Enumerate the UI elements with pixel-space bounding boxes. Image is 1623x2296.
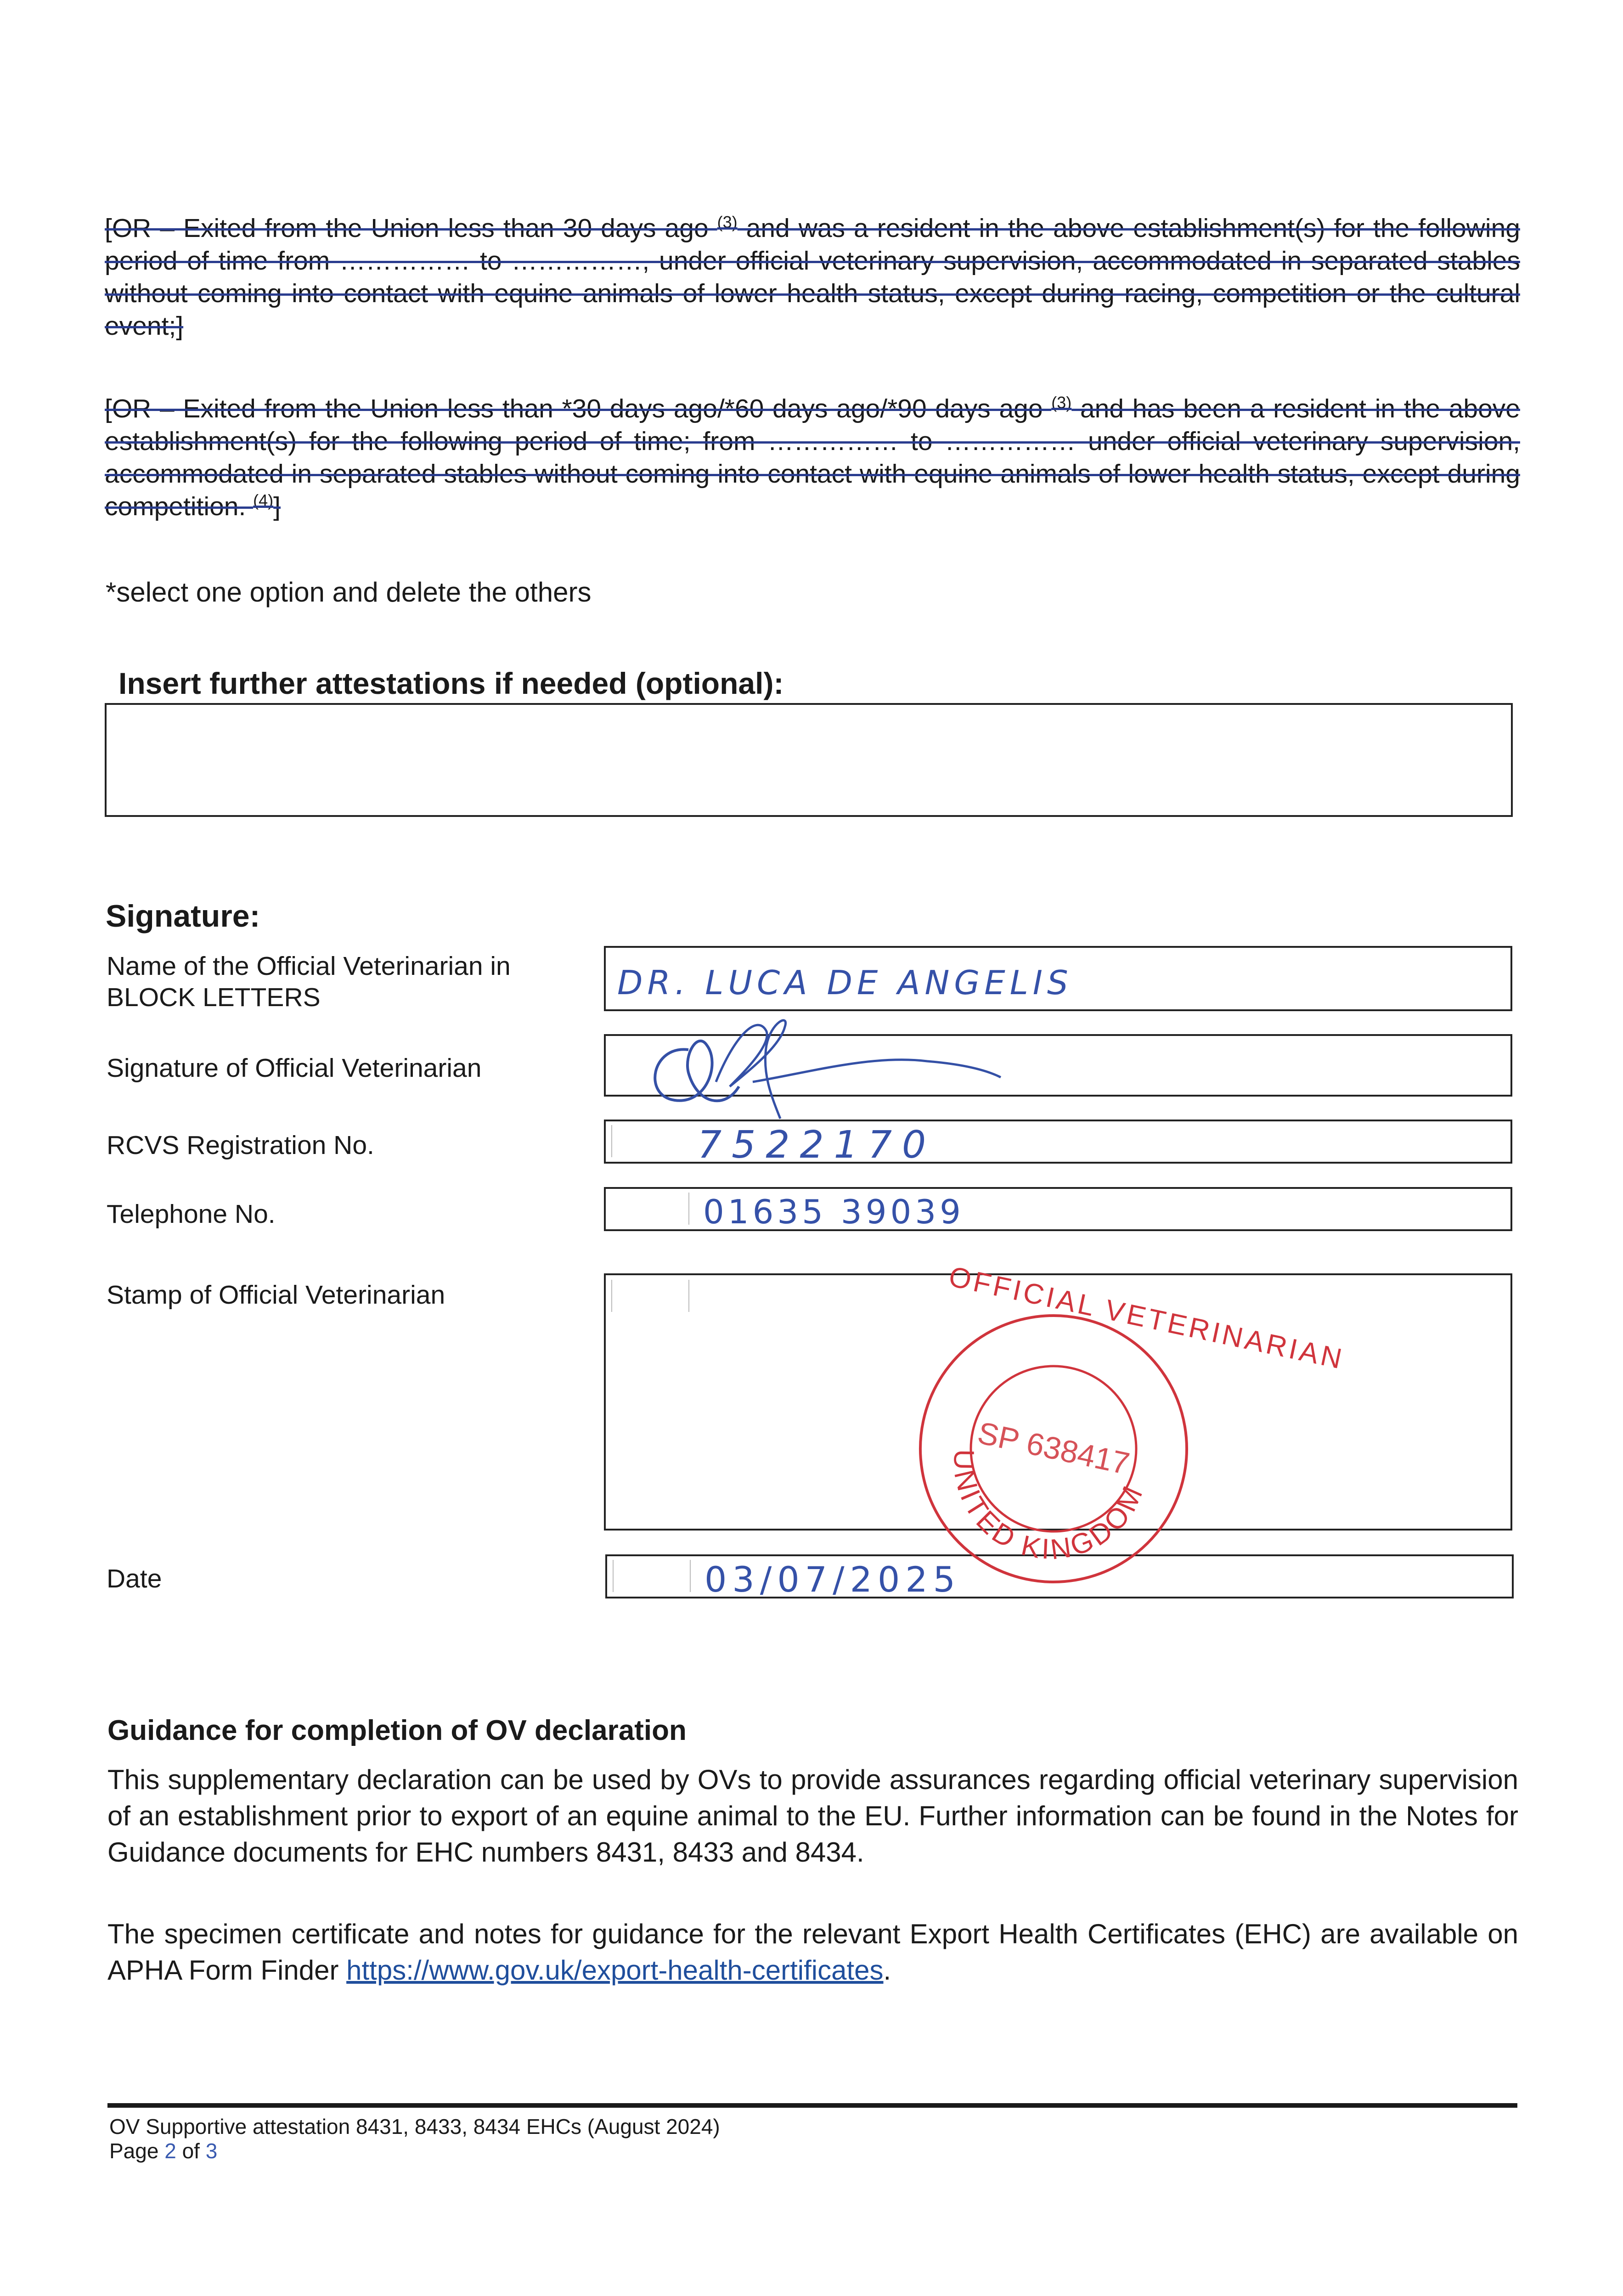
select-note: *select one option and delete the others [106, 577, 592, 608]
footer-rule [107, 2103, 1517, 2108]
telephone-label: Telephone No. [107, 1199, 276, 1229]
name-label-line2: BLOCK LETTERS [107, 983, 321, 1012]
guidance-heading: Guidance for completion of OV declaration [107, 1715, 687, 1746]
field-tick [611, 1125, 612, 1157]
handwritten-signature [633, 1018, 1047, 1128]
name-value: DR. LUCA DE ANGELIS [617, 963, 1073, 1002]
option-b-text-before: [OR – Exited from the Union less than *30 days ago/*60 days ago/*90 days ago [105, 394, 1052, 423]
page-of: of [176, 2139, 206, 2163]
option-a-text-after: and was a resident in the above establishment(s) for the following period of time from …………… to ……………, under official veterinary supervision, accommodated in separated stables without coming into contact with equine animals of lower health status, except during racing, competition or the cultural event;] [105, 214, 1520, 341]
option-a-text-before: [OR – Exited from the Union less than 30 days ago [105, 214, 717, 243]
footnote-ref-2: (4) [253, 491, 274, 510]
page-current: 2 [164, 2139, 176, 2163]
stamp-ring-bottom: UNITED KINGDOM [947, 1449, 1150, 1566]
rcvs-field[interactable] [604, 1120, 1512, 1167]
export-health-certificates-link[interactable]: https://www.gov.uk/export-health-certificates [346, 1955, 884, 1986]
rcvs-value: 7522170 [698, 1123, 936, 1167]
page-word: Page [109, 2139, 165, 2163]
footer-line1: OV Supportive attestation 8431, 8433, 8434 EHCs (August 2024) [109, 2115, 720, 2138]
guidance-paragraph-2-text: The specimen certificate and notes for guidance for the relevant Export Health Certificates (EHC) are available on APHA Form Finder [107, 1919, 1518, 1986]
signature-field[interactable] [604, 1034, 1512, 1097]
official-veterinarian-stamp [916, 1261, 1347, 1587]
page-total: 3 [205, 2139, 218, 2163]
rcvs-label: RCVS Registration No. [107, 1131, 374, 1160]
stamp-label: Stamp of Official Veterinarian [107, 1280, 445, 1310]
signature-label: Signature of Official Veterinarian [107, 1053, 482, 1083]
name-label-line1: Name of the Official Veterinarian in [107, 951, 511, 981]
field-tick [688, 1193, 689, 1225]
field-tick [611, 1280, 612, 1312]
date-value: 03/07/2025 [704, 1559, 961, 1600]
option-b-paragraph [105, 393, 1520, 523]
field-tick [690, 1560, 691, 1592]
telephone-value: 01635 39039 [703, 1193, 964, 1231]
page-number [109, 2138, 217, 2164]
guidance-paragraph-2 [107, 1916, 1518, 1988]
name-label [107, 951, 511, 1013]
further-attestations-heading: Insert further attestations if needed (optional): [118, 666, 784, 700]
field-tick [613, 1560, 614, 1592]
signature-heading: Signature: [106, 899, 260, 934]
further-attestations-field[interactable] [105, 703, 1513, 817]
guidance-paragraph-1: This supplementary declaration can be used by OVs to provide assurances regarding official veterinary supervision of an establishment prior to export of an equine animal to the EU. Further information can be found in the Notes for Guidance documents for EHC numbers 8431, 8433 and 8434. [107, 1764, 1518, 1868]
option-b-text-middle: and has been a resident in the above establishment(s) for the following period of time; from …………… to …………… under official veterinary supervision, accommodated in separated stables without coming into contact with equine animals of lower health status, except during competition. [105, 394, 1520, 521]
option-a-paragraph [105, 212, 1520, 343]
stamp-ring-top: OFFICIAL VETERINARIAN [946, 1261, 1347, 1376]
name-field[interactable] [604, 946, 1512, 1011]
option-b-text-after: ] [273, 492, 281, 521]
stamp-code: SP 638417 [975, 1415, 1133, 1482]
guidance-paragraph-2-end: . [883, 1955, 891, 1986]
field-tick [688, 1280, 689, 1312]
telephone-field[interactable] [604, 1187, 1512, 1231]
footnote-ref: (3) [1051, 393, 1072, 412]
footnote-ref: (3) [717, 213, 738, 231]
date-label: Date [107, 1564, 162, 1593]
